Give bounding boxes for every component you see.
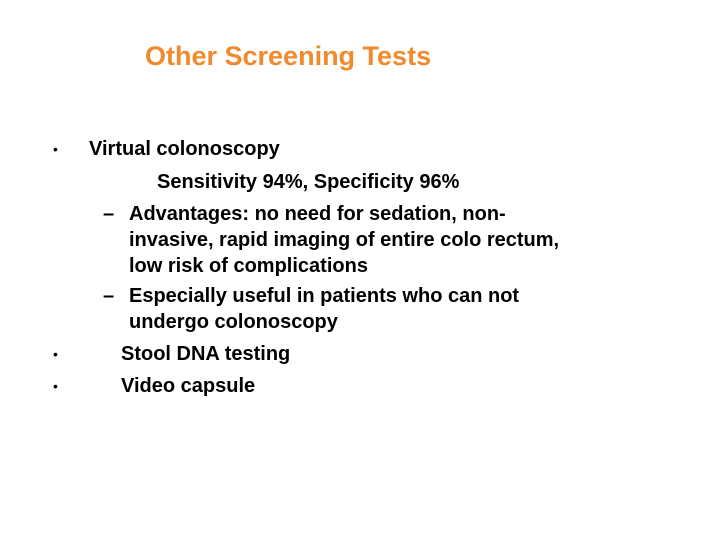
sub-item-especially-useful-line-1: Especially useful in patients who can not: [129, 285, 520, 307]
sub-item-especially-useful-line-2: undergo colonoscopy: [129, 311, 338, 333]
sub-item-advantages-line-2: invasive, rapid imaging of entire colo rectum,: [129, 229, 560, 251]
bullet-item-video-capsule: Video capsule: [121, 375, 256, 397]
sub-item-advantages-line-1: Advantages: no need for sedation, non-: [129, 203, 506, 225]
sub-item-advantages-line-3: low risk of complications: [129, 255, 368, 277]
sub-bullet-dash: –: [103, 285, 115, 307]
bullet-item-stool-dna: Stool DNA testing: [121, 343, 291, 365]
bullet-item-virtual-colonoscopy: Virtual colonoscopy: [89, 138, 280, 160]
bullet-marker: •: [53, 141, 58, 157]
bullet-marker: •: [53, 346, 58, 362]
bullet-detail-sensitivity: Sensitivity 94%, Specificity 96%: [157, 171, 460, 193]
bullet-marker: •: [53, 378, 58, 394]
sub-bullet-dash: –: [103, 203, 115, 225]
slide-title: Other Screening Tests: [145, 41, 432, 71]
